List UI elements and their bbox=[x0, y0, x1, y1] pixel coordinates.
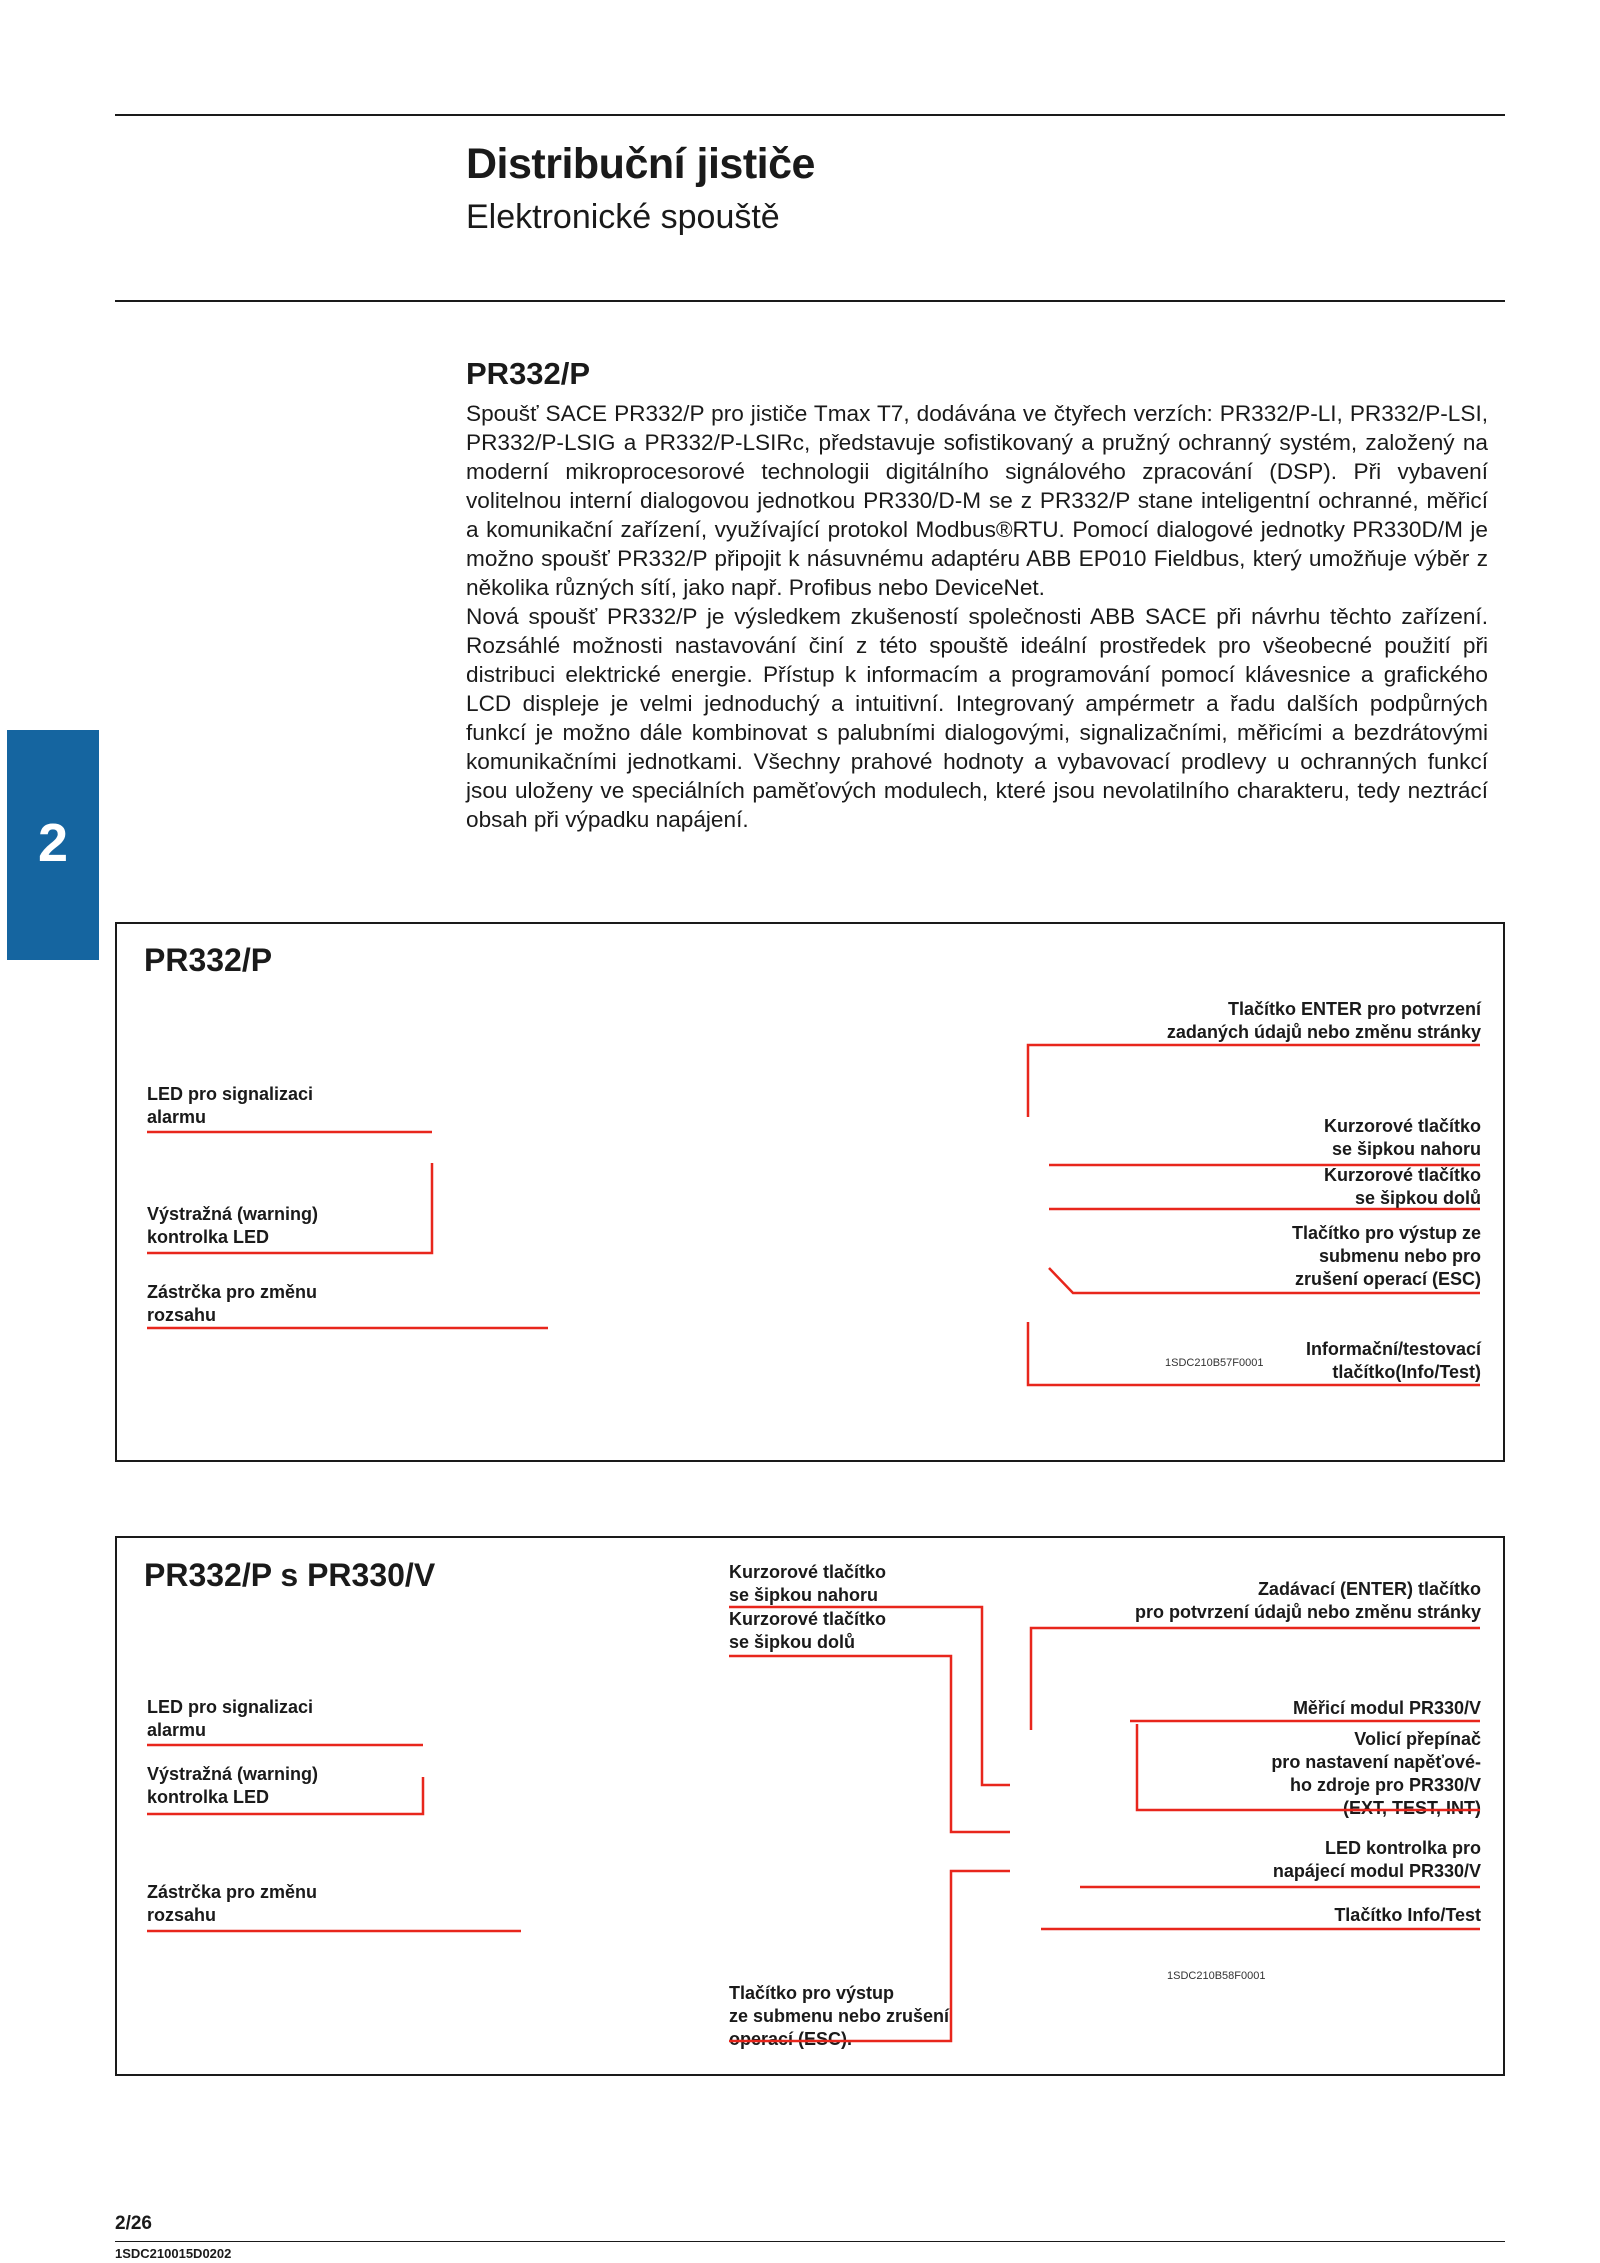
label-warning-led: Výstražná (warning) kontrolka LED bbox=[147, 1764, 319, 1807]
leader-line bbox=[147, 1163, 432, 1253]
leader-line bbox=[147, 1777, 423, 1814]
leader-line bbox=[1137, 1724, 1480, 1810]
label-cursor-down: Kurzorové tlačítko se šipkou dolů bbox=[1323, 1165, 1481, 1208]
label-cursor-up: Kurzorové tlačítko se šipkou nahoru bbox=[729, 1562, 887, 1605]
label-info-test: Tlačítko Info/Test bbox=[1334, 1905, 1481, 1925]
page-title: Distribuční jističe bbox=[466, 140, 815, 188]
paragraph: Nová spoušť PR332/P je výsledkem zkušeností společnosti ABB SACE při návrhu těchto zařízení. Rozsáhlé možnosti nastavování činí z této spouště ideální prostředek pro všeobecné použití při distribuci elektrické energie. Přístup k informacím a programování pomocí klávesnice a grafického LCD displeje je velmi jednoduchý a intuitivní. Integrovaný ampérmetr a řadu dalších podpůrných funkcí je možno dále kombinovat s palubními dialogovými, signalizačními, měřicími a bezdrátovými komunikačními jednotkami. Všechny prahové hodnoty a vybavovací prodlevy u ochranných funkcí jsou uloženy ve speciálních paměťových modulech, které jsou nevolatilního charakteru, tedy neztrácí obsah při výpadku napájení. bbox=[466, 604, 1488, 832]
section-heading: PR332/P bbox=[466, 356, 591, 391]
label-led-alarm: LED pro signalizaci alarmu bbox=[147, 1697, 314, 1740]
leader-line bbox=[1028, 1322, 1480, 1385]
label-info-test: Informační/testovací tlačítko(Info/Test) bbox=[1305, 1339, 1481, 1382]
leader-line bbox=[1049, 1268, 1480, 1293]
leader-line bbox=[729, 1656, 1010, 1832]
label-plug: Zástrčka pro změnu rozsahu bbox=[147, 1882, 318, 1925]
document-code: 1SDC210015D0202 bbox=[115, 2246, 232, 2261]
paragraph: Spoušť SACE PR332/P pro jističe Tmax T7, dodávána ve čtyřech verzích: PR332/P-LI, PR332/P-LSI, PR332/P-LSIG a PR332/P-LSIRc, představuje sofistikovaný a pružný ochranný systém, založený na moderní mikroprocesorové technologii digitálního signálového zpracování (DSP). Při vybavení volitelnou interní dialogovou jednotkou PR330/D-M se z PR332/P stane inteligentní ochranné, měřicí a komunikační zařízení, využívající protokol Modbus®RTU. Pomocí dialogové jednotky PR330D/M je možno spoušť PR332/P připojit k násuvnému adaptéru ABB EP010 Fieldbus, který umožňuje výběr z několika různých sítí, jako např. Profibus nebo DeviceNet. bbox=[466, 401, 1488, 600]
label-esc: Tlačítko pro výstup ze submenu nebo pro zrušení operací (ESC) bbox=[1291, 1223, 1481, 1289]
label-esc: Tlačítko pro výstup ze submenu nebo zrušení operací (ESC). bbox=[729, 1983, 950, 2049]
leader-line bbox=[729, 1871, 1010, 2041]
figure2-title: PR332/P s PR330/V bbox=[144, 1557, 436, 1593]
label-enter: Tlačítko ENTER pro potvrzení zadaných údajů nebo změnu stránky bbox=[1166, 999, 1481, 1042]
label-cursor-up: Kurzorové tlačítko se šipkou nahoru bbox=[1323, 1116, 1481, 1159]
label-led-power: LED kontrolka pro napájecí modul PR330/V bbox=[1272, 1838, 1481, 1881]
label-selector-switch: Volicí přepínač pro nastavení napěťové- ho zdroje pro PR330/V (EXT, TEST, INT) bbox=[1271, 1729, 1481, 1818]
label-plug: Zástrčka pro změnu rozsahu bbox=[147, 1282, 318, 1325]
page-subtitle: Elektronické spouště bbox=[466, 198, 780, 236]
page-number: 2/26 bbox=[115, 2213, 152, 2234]
figure1-title: PR332/P bbox=[144, 942, 273, 978]
leader-line bbox=[1028, 1045, 1480, 1117]
figure2-code: 1SDC210B58F0001 bbox=[1167, 1970, 1266, 1982]
label-measuring-module: Měřicí modul PR330/V bbox=[1292, 1698, 1481, 1718]
label-led-alarm: LED pro signalizaci alarmu bbox=[147, 1084, 314, 1127]
label-enter: Zadávací (ENTER) tlačítko pro potvrzení údajů nebo změnu stránky bbox=[1134, 1579, 1481, 1622]
chapter-number: 2 bbox=[37, 813, 69, 873]
label-cursor-down: Kurzorové tlačítko se šipkou dolů bbox=[729, 1609, 887, 1652]
leader-line bbox=[729, 1607, 1010, 1785]
leader-line bbox=[1031, 1628, 1480, 1730]
figure1-code: 1SDC210B57F0001 bbox=[1165, 1357, 1264, 1369]
footer-rule bbox=[115, 2241, 1505, 2242]
label-warning-led: Výstražná (warning) kontrolka LED bbox=[147, 1204, 319, 1247]
